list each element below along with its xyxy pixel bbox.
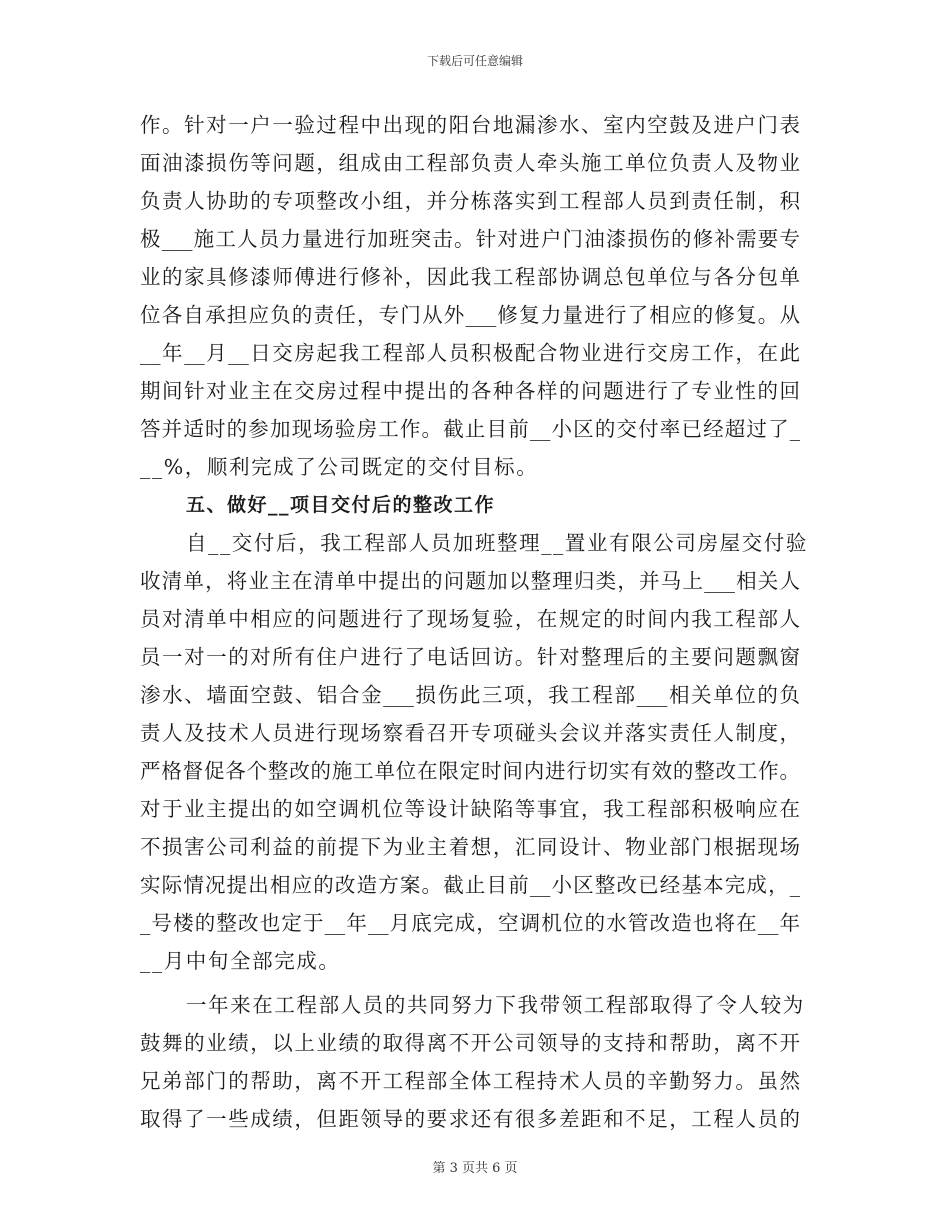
text-line: 收清单，将业主在清单中提出的问题加以整理归类，并马上___相关人 (140, 569, 800, 593)
text-line: __%，顺利完成了公司既定的交付目标。 (140, 455, 539, 479)
text-line: 取得了一些成绩，但距领导的要求还有很多差距和不足，工程人员的 (140, 1107, 800, 1131)
text-line: 实际情况提出相应的改造方案。截止目前__小区整改已经基本完成，_ (140, 873, 800, 897)
document-body (140, 106, 808, 1138)
text-line: 面油漆损伤等问题，组成由工程部负责人牵头施工单位负责人及物业 (140, 151, 800, 175)
page-footer: 第 3 页共 6 页 (432, 1161, 518, 1176)
text-line: __月中旬全部完成。 (140, 949, 341, 973)
text-line: 作。针对一户一验过程中出现的阳台地漏渗水、室内空鼓及进户门表 (140, 113, 800, 137)
paragraph-rectification (140, 524, 808, 980)
text-line: 对于业主提出的如空调机位等设计缺陷等事宜，我工程部积极响应在 (140, 797, 800, 821)
text-line: 员一对一的对所有住户进行了电话回访。针对整理后的主要问题飘窗 (140, 645, 800, 669)
paragraph-summary (140, 986, 805, 1138)
text-line: 自__交付后，我工程部人员加班整理__置业有限公司房屋交付验 (186, 531, 808, 555)
section-heading: 五、做好__项目交付后的整改工作 (186, 494, 496, 516)
text-line: 兄弟部门的帮助，离不开工程部全体工程持术人员的辛勤努力。虽然 (140, 1069, 800, 1093)
text-line: 答并适时的参加现场验房工作。截止目前__小区的交付率已经超过了_ (140, 417, 800, 441)
text-line: 渗水、墙面空鼓、铝合金___损伤此三项，我工程部___相关单位的负 (140, 683, 800, 707)
text-line: 位各自承担应负的责任，专门从外___修复力量进行了相应的修复。从 (140, 303, 800, 327)
text-line: _号楼的整改也定于__年__月底完成，空调机位的水管改造也将在__年 (140, 911, 800, 935)
text-line: 业的家具修漆师傅进行修补，因此我工程部协调总包单位与各分包单 (140, 265, 800, 289)
text-line: __年__月__日交房起我工程部人员积极配合物业进行交房工作，在此 (140, 341, 800, 365)
text-line: 不损害公司利益的前提下为业主着想，汇同设计、物业部门根据现场 (140, 835, 800, 859)
text-line: 一年来在工程部人员的共同努力下我带领工程部取得了令人较为 (186, 993, 805, 1017)
text-line: 鼓舞的业绩，以上业绩的取得离不开公司领导的支持和帮助，离不开 (140, 1031, 800, 1055)
paragraph-delivery-work (140, 106, 800, 486)
text-line: 员对清单中相应的问题进行了现场复验，在规定的时间内我工程部人 (140, 607, 800, 631)
text-line: 负责人协助的专项整改小组，并分栋落实到工程部人员到责任制，积 (140, 189, 800, 213)
text-line: 期间针对业主在交房过程中提出的各种各样的问题进行了专业性的回 (140, 379, 800, 403)
text-line: 严格督促各个整改的施工单位在限定时间内进行切实有效的整改工作。 (140, 759, 800, 783)
page-header: 下载后可任意编辑 (426, 54, 523, 68)
text-line: 极___施工人员力量进行加班突击。针对进户门油漆损伤的修补需要专 (140, 227, 800, 251)
text-line: 责人及技术人员进行现场察看召开专项碰头会议并落实责任人制度， (140, 721, 800, 745)
